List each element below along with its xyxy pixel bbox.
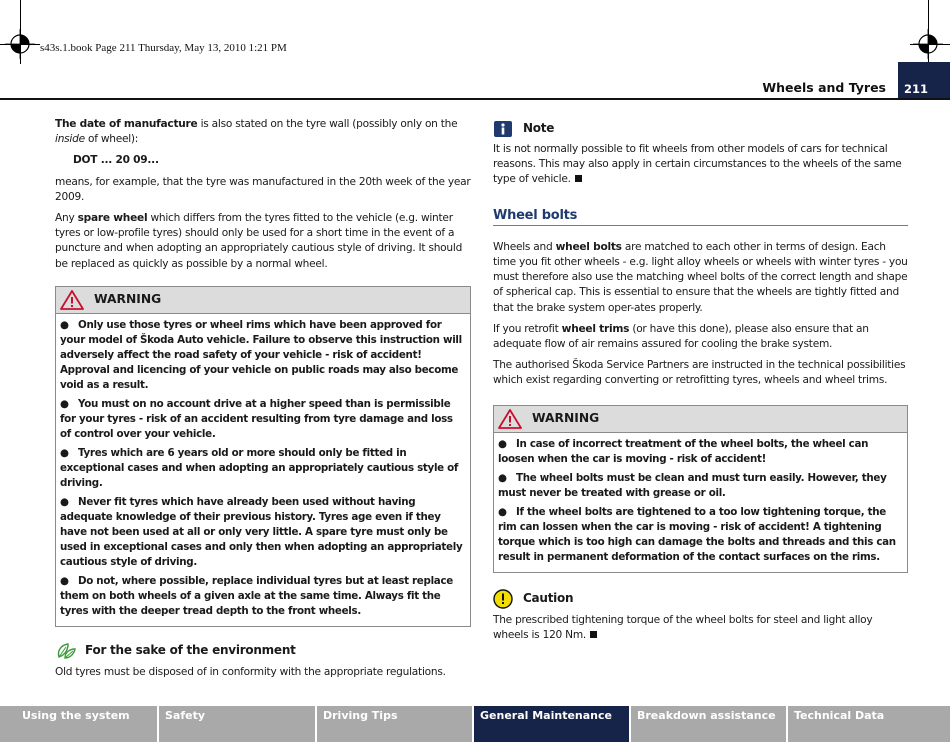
warning-item-text: In case of incorrect treatment of the wheel bolts, the wheel can loosen when the car is moving - risk of accident! <box>498 437 869 465</box>
wheel-bolts-warning-box <box>493 405 908 573</box>
wheel-trims-paragraph <box>493 322 908 352</box>
text-fragment: If you retrofit <box>493 322 562 335</box>
warning-item-text: The wheel bolts must be clean and must turn easily. However, they must never be treated with grease or oil. <box>498 471 887 499</box>
recycle-leaf-icon <box>55 641 77 661</box>
warning-item <box>60 495 466 570</box>
warning-title: WARNING <box>532 411 600 426</box>
note-header <box>493 120 908 138</box>
warning-body <box>56 314 470 626</box>
registration-mark-icon <box>5 29 35 59</box>
warning-header <box>494 406 907 433</box>
footer-chapter-nav <box>0 706 950 742</box>
warning-item <box>498 437 903 467</box>
caution-text-paragraph <box>493 613 908 643</box>
tyre-warning-box <box>55 286 471 627</box>
bullet-icon: ● <box>60 446 69 459</box>
environment-header <box>55 641 471 661</box>
text-fragment: (or have this done), please also ensure that an adequate flow of air remains assured for cooling the brake system. <box>493 322 869 351</box>
text-fragment: is also stated on the tyre wall (possibly only on the <box>197 118 458 130</box>
warning-item-text: Do not, where possible, replace individual tyres but at least replace them on both wheels of a given axle at the same time. Always fit the tyres with the deeper tread depth to the front wheels. <box>60 574 453 617</box>
wheel-bolts-paragraph <box>493 240 908 316</box>
warning-triangle-icon <box>60 290 84 310</box>
warning-item-text: Only use those tyres or wheel rims which have been approved for your model of Škoda Auto vehicle. Failure to observe this instruction will adversely affect the road safety of your vehicle - risk of accident! Approval and licencing of your vehicle on public roads may also become void as a result. <box>60 318 462 391</box>
warning-item-text: Tyres which are 6 years old or more should only be fitted in exceptional cases and when adopting an appropriately cautious style of driving. <box>60 446 459 489</box>
warning-item <box>60 318 466 393</box>
warning-item <box>498 505 903 565</box>
left-column <box>55 117 471 686</box>
dot-explanation-paragraph: means, for example, that the tyre was manufactured in the 20th week of the year 2009. <box>55 175 471 203</box>
warning-item-text: Never fit tyres which have already been used without having adequate knowledge of their previous history. Tyres age even if they have not been used at all or only very little. A spare tyre must only be used in exceptional cases and only then when adopting an appropriately cautious style of driving. <box>60 495 463 568</box>
manufacture-date-term: The date of manufacture <box>55 118 198 130</box>
warning-body <box>494 433 907 572</box>
warning-title: WARNING <box>94 292 162 307</box>
bullet-icon: ● <box>60 574 69 587</box>
right-column <box>493 120 908 649</box>
spare-wheel-paragraph <box>55 211 471 272</box>
note-text: It is not normally possible to fit wheels from other models of cars for technical reasons. This may also apply in certain circumstances to the wheels of the same type of vehicle. <box>493 143 902 186</box>
inside-emphasis: inside <box>55 133 85 146</box>
section-title-wheel-bolts: Wheel bolts <box>493 208 908 226</box>
bullet-icon: ● <box>498 471 507 484</box>
warning-item <box>60 574 466 619</box>
spare-wheel-term: spare wheel <box>77 212 148 225</box>
wheel-trims-term: wheel trims <box>561 322 630 335</box>
page-number: 211 <box>898 62 950 99</box>
note-title: Note <box>523 121 555 136</box>
footer-tab-driving-tips[interactable]: Driving Tips <box>317 706 474 742</box>
text-fragment: Wheels and <box>493 240 556 253</box>
end-mark-icon <box>590 631 597 638</box>
footer-tab-breakdown-assistance[interactable]: Breakdown assistance <box>631 706 788 742</box>
footer-tab-general-maintenance[interactable]: General Maintenance <box>474 706 631 742</box>
warning-item-text: You must on no account drive at a higher speed than is permissible for your tyres - risk of an accident resulting from tyre damage and loss of control over your vehicle. <box>60 397 453 440</box>
bullet-icon: ● <box>60 397 69 410</box>
text-fragment: which differs from the tyres fitted to the vehicle (e.g. winter tyres or low-profile tyres) should only be used for a short time in the event of a puncture and when adopting an appropriately cautious style of driving. It should be replaced as quickly as possible by a normal wheel. <box>55 212 463 270</box>
dot-code: DOT ... 20 09... <box>73 154 159 167</box>
caution-text: The prescribed tightening torque of the wheel bolts for steel and light alloy wheels is 120 Nm. <box>493 613 873 641</box>
warning-item <box>498 471 903 501</box>
file-info: s43s.1.book Page 211 Thursday, May 13, 2010 1:21 PM <box>40 42 287 54</box>
page-header-title: Wheels and Tyres <box>762 80 886 95</box>
warning-header <box>56 287 470 314</box>
warning-triangle-icon <box>498 409 522 429</box>
warning-item <box>60 446 466 491</box>
caution-title: Caution <box>523 591 574 606</box>
end-mark-icon <box>575 175 582 182</box>
environment-title: For the sake of the environment <box>85 643 296 658</box>
environment-text: Old tyres must be disposed of in conformity with the appropriate regulations. <box>55 665 446 678</box>
footer-tab-using-the-system[interactable]: Using the system <box>0 706 159 742</box>
manufacture-date-paragraph <box>55 117 471 147</box>
footer-tab-technical-data[interactable]: Technical Data <box>788 706 950 742</box>
bullet-icon: ● <box>498 505 507 518</box>
footer-tab-safety[interactable]: Safety <box>159 706 317 742</box>
caution-exclamation-icon <box>493 589 513 609</box>
text-fragment: Any <box>55 212 78 225</box>
caution-header <box>493 589 908 609</box>
bullet-icon: ● <box>60 318 69 331</box>
text-fragment: of wheel): <box>84 133 139 146</box>
registration-mark-icon <box>913 29 943 59</box>
note-text-paragraph <box>493 142 908 188</box>
bullet-icon: ● <box>60 495 69 508</box>
header-rule <box>0 98 950 100</box>
info-icon <box>493 120 513 138</box>
warning-item-text: If the wheel bolts are tightened to a too low tightening torque, the rim can lossen when the car is moving - risk of accident! A tightening torque which is too high can damage the bolts and threads and this can result in permanent deformation of the contact surfaces on the rims. <box>498 505 896 563</box>
service-partners-paragraph: The authorised Škoda Service Partners are instructed in the technical possibilities which exist regarding converting or retrofitting tyres, wheels and wheel trims. <box>493 359 906 387</box>
bullet-icon: ● <box>498 437 507 450</box>
warning-item <box>60 397 466 442</box>
text-fragment: are matched to each other in terms of design. Each time you fit other wheels - e.g. light alloy wheels or wheels with winter tyres - you must therefore also use the matching wheel bolts of the correct length and shape of spherical cap. This is essential to ensure that the wheels are tightly fitted and that the brake system oper-ates properly. <box>493 240 908 314</box>
wheel-bolts-term: wheel bolts <box>555 240 622 253</box>
